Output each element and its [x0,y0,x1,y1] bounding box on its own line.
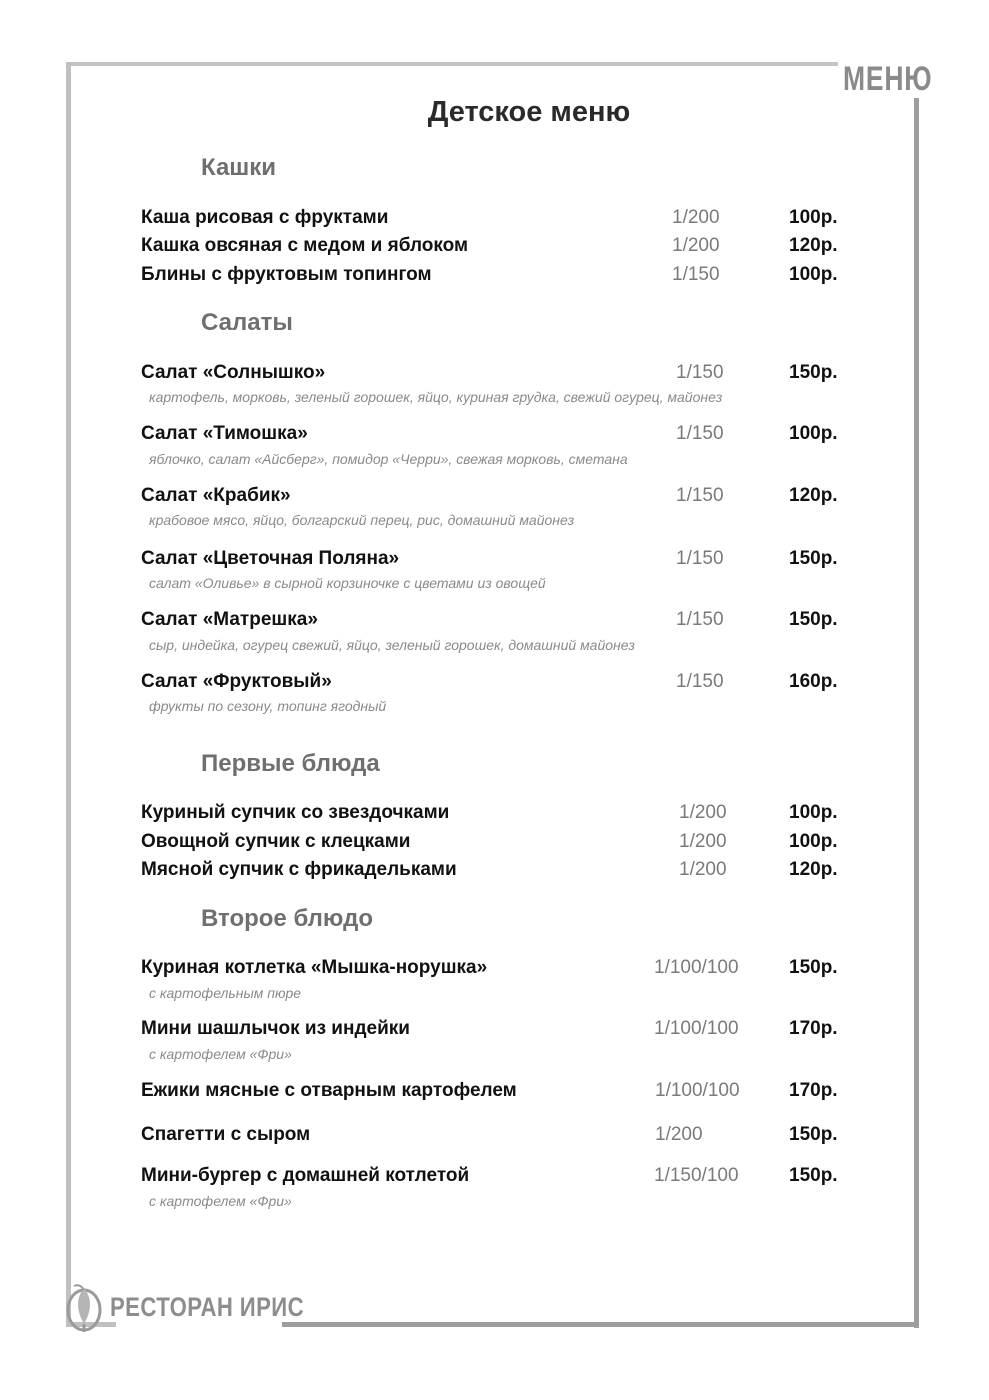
menu-item-price: 150р. [789,609,838,630]
menu-item-weight: 1/100/100 [654,957,739,978]
menu-item-name: Каша рисовая с фруктами [141,207,389,228]
menu-item-description: с картофельным пюре [149,985,302,1001]
menu-item-price: 150р. [789,957,838,978]
menu-item-weight: 1/150 [676,671,724,692]
menu-item-name: Блины с фруктовым топингом [141,264,432,285]
menu-item-price: 170р. [789,1080,838,1101]
menu-item-price: 100р. [789,207,838,228]
menu-item-weight: 1/200 [679,831,727,852]
menu-item-weight: 1/150 [676,609,724,630]
menu-item-name: Овощной супчик с клецками [141,831,411,852]
menu-item-price: 100р. [789,831,838,852]
menu-item-weight: 1/150 [676,485,724,506]
menu-item-price: 120р. [789,859,838,880]
menu-item-name: Салат «Фруктовый» [141,671,332,692]
frame-top-border [66,62,838,66]
menu-item-weight: 1/100/100 [654,1018,739,1039]
menu-item-weight: 1/100/100 [655,1080,740,1101]
menu-item-price: 150р. [789,548,838,569]
menu-item-price: 160р. [789,671,838,692]
section-heading-soups: Первые блюда [201,750,380,777]
menu-item-price: 150р. [789,362,838,383]
menu-item-name: Салат «Солнышко» [141,362,326,383]
menu-item-price: 120р. [789,485,838,506]
menu-item-weight: 1/200 [679,802,727,823]
restaurant-logo [62,1280,347,1334]
menu-item-name: Ежики мясные с отварным картофелем [141,1080,517,1101]
menu-item-description: салат «Оливье» в сырной корзиночке с цветами из овощей [149,575,546,591]
menu-item-name: Спагетти с сыром [141,1124,311,1145]
menu-item-weight: 1/150 [676,548,724,569]
menu-item-weight: 1/150/100 [654,1165,739,1186]
frame-left-border [66,62,71,1327]
menu-item-price: 100р. [789,802,838,823]
menu-item-name: Кашка овсяная с медом и яблоком [141,235,469,256]
menu-item-price: 120р. [789,235,838,256]
menu-item-price: 170р. [789,1018,838,1039]
menu-item-name: Куриная котлетка «Мышка-норушка» [141,957,488,978]
menu-item-name: Салат «Цветочная Поляна» [141,548,400,569]
restaurant-name: РЕСТОРАН ИРИС [110,1291,305,1322]
menu-item-description: сыр, индейка, огурец свежий, яйцо, зеленый горошек, домашний майонез [149,637,635,653]
menu-item-name: Куриный супчик со звездочками [141,802,450,823]
section-heading-mains: Второе блюдо [201,905,373,932]
menu-item-name: Мини шашлычок из индейки [141,1018,410,1039]
menu-item-description: с картофелем «Фри» [149,1193,292,1209]
menu-item-price: 100р. [789,423,838,444]
menu-item-weight: 1/150 [676,423,724,444]
menu-item-price: 150р. [789,1124,838,1145]
menu-item-name: Мясной супчик с фрикадельками [141,859,457,880]
menu-item-description: яблочко, салат «Айсберг», помидор «Черри», свежая морковь, сметана [149,451,628,467]
menu-item-name: Салат «Тимошка» [141,423,308,444]
menu-item-description: с картофелем «Фри» [149,1046,292,1062]
menu-item-description: фрукты по сезону, топинг ягодный [149,698,387,714]
menu-item-weight: 1/150 [676,362,724,383]
frame-right-border [914,98,919,1328]
menu-item-weight: 1/150 [672,264,720,285]
menu-item-name: Салат «Крабик» [141,485,291,506]
iris-flower-icon [62,1280,106,1334]
menu-item-name: Мини-бургер с домашней котлетой [141,1165,470,1186]
page-title: Детское меню [427,96,631,128]
section-heading-porridge: Кашки [201,154,277,181]
menu-item-weight: 1/200 [655,1124,703,1145]
menu-item-name: Салат «Матрешка» [141,609,318,630]
menu-item-weight: 1/200 [679,859,727,880]
menu-item-weight: 1/200 [672,235,720,256]
frame-bottom-border [282,1322,919,1327]
menu-item-price: 150р. [789,1165,838,1186]
menu-item-weight: 1/200 [672,207,720,228]
corner-menu-label: МЕНЮ [843,60,933,98]
menu-item-description: крабовое мясо, яйцо, болгарский перец, рис, домашний майонез [149,512,575,528]
menu-item-price: 100р. [789,264,838,285]
section-heading-salads: Салаты [201,309,293,336]
menu-item-description: картофель, морковь, зеленый горошек, яйцо, куриная грудка, свежий огурец, майонез [149,389,723,405]
